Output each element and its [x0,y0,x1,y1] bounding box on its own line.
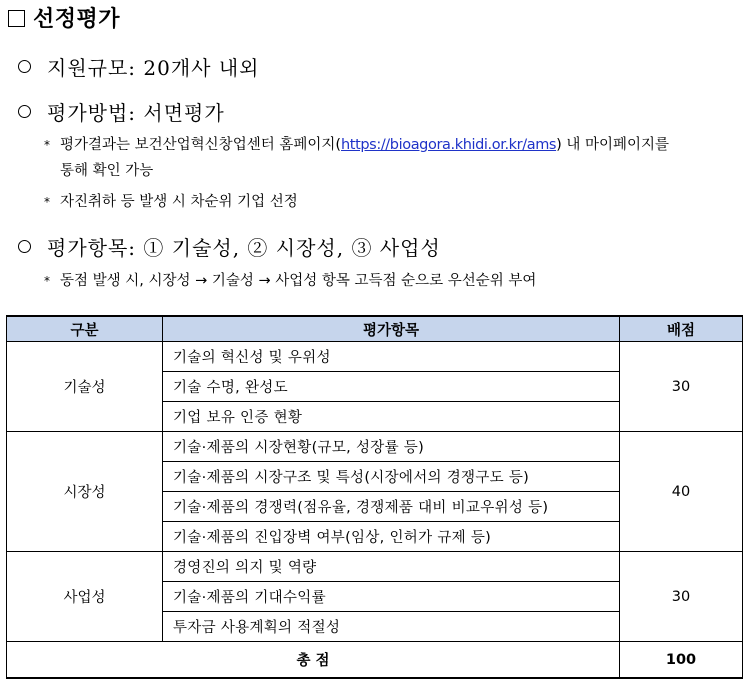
score-technology: 30 [620,342,743,432]
total-row [7,642,743,679]
note-marker: * [44,274,50,288]
note-result-suffix: ) 내 마이페이지를 [556,137,670,153]
note-marker: * [44,138,50,152]
total-value: 100 [620,642,743,679]
header-category: 구분 [7,316,163,342]
circle-bullet-icon [18,240,31,253]
table-row [7,552,743,582]
criteria-item: 기업 보유 인증 현황 [163,402,620,432]
criteria-item: 기술·제품의 기대수익률 [163,582,620,612]
header-score: 배점 [620,316,743,342]
total-label: 총 점 [7,642,620,679]
header-items: 평가항목 [163,316,620,342]
criteria-item: 경영진의 의지 및 역량 [163,552,620,582]
criteria-item: 기술·제품의 시장현황(규모, 성장률 등) [163,432,620,462]
category-technology: 기술성 [7,342,163,432]
table-row [7,342,743,372]
criteria-item: 기술 수명, 완성도 [163,372,620,402]
note-tie [44,269,536,293]
evaluation-items-label: 평가항목: [47,236,137,260]
category-business: 사업성 [7,552,163,642]
evaluation-items-line [18,232,441,261]
table-row [7,432,743,462]
note-tie-text: 동점 발생 시, 시장성 → 기술성 → 사업성 항목 고득점 순으로 우선순위 부여 [60,273,537,289]
note-withdraw-text: 자진취하 등 발생 시 차순위 기업 선정 [60,194,298,210]
circle-bullet-icon [18,105,31,118]
evaluation-method-label: 평가방법: [47,101,137,125]
support-scale-label: 지원규모: [47,56,137,80]
score-business: 30 [620,552,743,642]
evaluation-table [6,315,743,679]
section-heading [8,2,120,33]
note-withdraw [44,190,298,214]
criteria-item: 기술의 혁신성 및 우위성 [163,342,620,372]
criteria-item: 투자금 사용계획의 적절성 [163,612,620,642]
table-header-row [7,316,743,342]
support-scale-line [18,52,259,81]
criteria-item: 기술·제품의 시장구조 및 특성(시장에서의 경쟁구도 등) [163,462,620,492]
homepage-link[interactable]: https://bioagora.khidi.or.kr/ams [341,137,557,153]
section-heading-text: 선정평가 [33,7,121,32]
criteria-item: 기술·제품의 경쟁력(점유율, 경쟁제품 대비 비교우위성 등) [163,492,620,522]
evaluation-method-line [18,97,225,126]
criteria-item: 기술·제품의 진입장벽 여부(임상, 인허가 규제 등) [163,522,620,552]
note-result-prefix: 평가결과는 보건산업혁신창업센터 홈페이지( [60,137,342,153]
category-market: 시장성 [7,432,163,552]
score-market: 40 [620,432,743,552]
support-scale-value: 20개사 내외 [143,56,260,80]
checkbox-square-icon [8,10,25,27]
note-result [44,133,669,157]
note-result-continued: 통해 확인 가능 [60,163,154,179]
circle-bullet-icon [18,60,31,73]
note-marker: * [44,195,50,209]
evaluation-items-value: ① 기술성, ② 시장성, ③ 사업성 [143,236,441,260]
evaluation-method-value: 서면평가 [143,101,225,125]
